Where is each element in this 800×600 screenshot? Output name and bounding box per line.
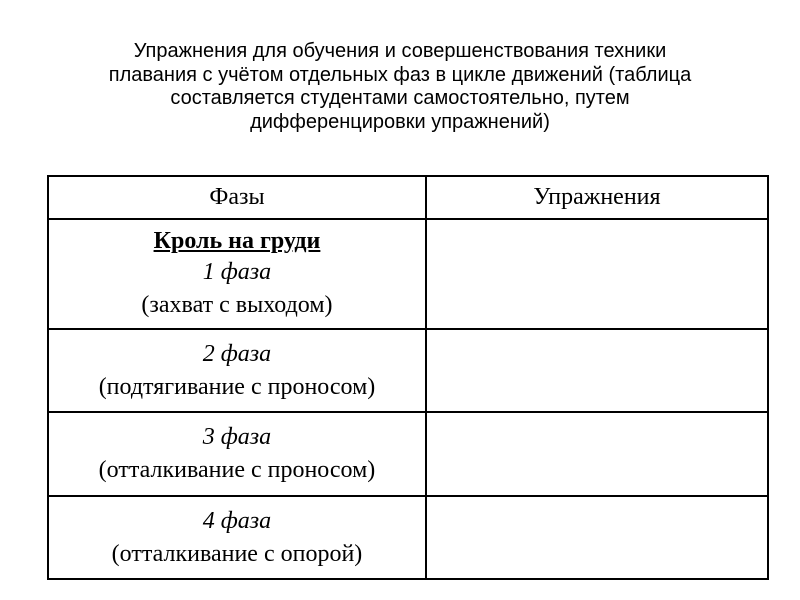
table-header-row (48, 176, 768, 219)
phase-description: (подтягивание с проносом) (98, 373, 376, 400)
exercises-cell (426, 219, 768, 329)
slide-title (60, 40, 740, 134)
phase-number: 3 фаза (202, 424, 272, 450)
header-phases: Фазы (48, 176, 426, 219)
phase-number: 4 фаза (202, 507, 272, 534)
phase-cell (48, 496, 426, 579)
exercises-cell (426, 496, 768, 579)
exercises-cell (426, 329, 768, 412)
table-row (48, 219, 768, 329)
phase-description: (отталкивание с проносом) (98, 457, 376, 483)
phase-description: (отталкивание с опорой) (111, 540, 363, 567)
table-row (48, 496, 768, 579)
table-row (48, 329, 768, 412)
phase-number: 1 фаза (202, 259, 272, 285)
phase-cell (48, 412, 426, 496)
title-line-4: дифференцировки упражнений) (250, 110, 550, 133)
phase-cell (48, 219, 426, 329)
phase-description: (захват с выходом) (141, 292, 333, 318)
exercises-cell (426, 412, 768, 496)
phase-number: 2 фаза (202, 340, 272, 367)
phase-cell (48, 329, 426, 412)
phases-table (47, 175, 769, 580)
title-line-3: составляется студентами самостоятельно, путем (170, 87, 630, 109)
table-row (48, 412, 768, 496)
title-line-2: плавания с учётом отдельных фаз в цикле движений (таблица (108, 63, 692, 86)
title-line-1: Упражнения для обучения и совершенствования техники (133, 40, 667, 62)
header-exercises: Упражнения (426, 176, 768, 219)
stroke-name: Кроль на груди (153, 228, 321, 254)
